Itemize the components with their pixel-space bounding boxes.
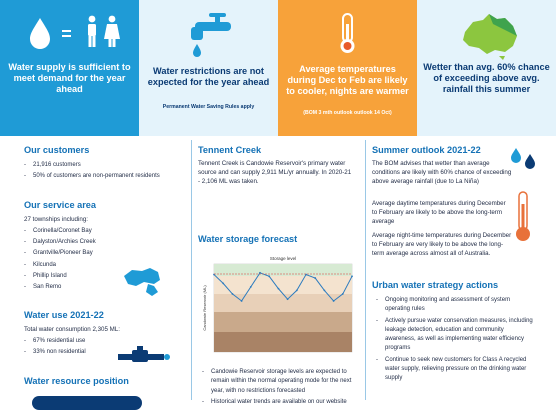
- urban-title: Urban water strategy actions: [372, 280, 499, 290]
- storage-chart: [198, 252, 358, 364]
- service-area-section: [24, 200, 96, 295]
- chart-point: [278, 288, 280, 290]
- chart-point: [268, 275, 270, 277]
- list-item: - San Remo: [24, 283, 96, 292]
- tap-icon: [139, 10, 278, 52]
- resource-button[interactable]: [32, 396, 142, 410]
- summer-title: Summer outlook 2021-22: [372, 145, 481, 155]
- list-item: - Corinella/Coronet Bay: [24, 227, 96, 236]
- restrictions-panel: [139, 0, 278, 136]
- customers-title: Our customers: [24, 145, 90, 155]
- list-item: - 50% of customers are non-permanent residents: [24, 172, 160, 181]
- chart-point: [314, 277, 316, 279]
- list-item: - Continue to seek new customers for Class A recycled water supply, relieving pressure on the drinking water supply: [376, 356, 536, 384]
- chart-point: [333, 300, 335, 302]
- rainfall-headline: Wetter than avg. 60% chance of exceeding above avg. rainfall this summer: [423, 62, 550, 95]
- water-resource-section: [24, 376, 129, 392]
- water-resource-title: Water resource position: [24, 376, 129, 386]
- service-area-intro: 27 townships including:: [24, 216, 88, 223]
- chart-point: [259, 272, 261, 274]
- chart-point: [222, 282, 224, 284]
- chart-point: [241, 300, 243, 302]
- customers-section: [24, 145, 160, 184]
- chart-title: Storage level: [269, 256, 297, 261]
- water-use-title: Water use 2021-22: [24, 310, 104, 320]
- chart-point: [287, 298, 289, 300]
- list-item: - 21,916 customers: [24, 161, 160, 170]
- restrictions-sub: Permanent Water Saving Rules apply: [162, 104, 255, 110]
- list-item: - Historical water trends are available on our website: [202, 398, 358, 407]
- column-divider: [365, 140, 366, 400]
- water-meter-icon: [116, 344, 172, 366]
- service-area-title: Our service area: [24, 200, 97, 210]
- customers-list: [24, 161, 160, 182]
- storage-chart-svg: [198, 252, 358, 364]
- temperature-headline: Average temperatures during Dec to Feb are likely to cooler, nights are warmer: [286, 64, 409, 97]
- list-item: - Kilcunda: [24, 261, 96, 270]
- chart-point: [296, 290, 298, 292]
- thermometer-icon: [278, 10, 417, 52]
- list-item: - Grantville/Pioneer Bay: [24, 249, 96, 258]
- forecast-list: [202, 368, 358, 409]
- water-drop-equals-people-icon: [0, 10, 139, 52]
- water-use-section: [24, 310, 120, 359]
- water-use-list: [24, 337, 120, 358]
- list-item: - Phillip Island: [24, 272, 96, 281]
- restrictions-headline: Water restrictions are not expected for the year ahead: [147, 66, 270, 88]
- chart-ylabel: Candowie Reservoir (ML): [202, 285, 207, 331]
- chart-point: [324, 290, 326, 292]
- chart-point: [232, 293, 234, 295]
- list-item: - 67% residential use: [24, 337, 120, 346]
- thermometer-icon: [512, 190, 534, 244]
- urban-list: [376, 296, 536, 386]
- summer-para-3: Average night-time temperatures during December to February are very likely to be above the long-term average across almost all of Australia.: [372, 232, 512, 257]
- outlook-banner: [0, 0, 556, 136]
- list-item: - 33% non residential: [24, 348, 120, 357]
- water-use-intro: Total water consumption 2,305 ML:: [24, 326, 120, 333]
- list-item: - Actively pursue water conservation measures, including leakage detection, education and community awareness, as well as implementing water efficiency programs: [376, 317, 536, 354]
- chart-point: [250, 286, 252, 288]
- temperature-panel: [278, 0, 417, 136]
- list-item: - Dalyston/Archies Creek: [24, 238, 96, 247]
- temperature-sub: (BOM 3 mth outlook outlook 14 Oct): [303, 110, 392, 116]
- supply-panel: [0, 0, 139, 136]
- supply-headline: Water supply is sufficient to meet demand for the year ahead: [8, 62, 131, 95]
- tennent-text: Tennent Creek is Candowie Reservoir's primary water source and can supply 2,911 ML/yr annually. In 2020-21 - 2,106 ML was taken.: [198, 160, 352, 185]
- forecast-title: Water storage forecast: [198, 234, 298, 244]
- list-item: - Ongoing monitoring and assessment of system operating rules: [376, 296, 536, 315]
- chart-point: [351, 275, 353, 277]
- island-map-icon: [120, 262, 164, 298]
- australia-map-icon: [417, 10, 556, 52]
- list-item: - Candowie Reservoir storage levels are expected to remain within the normal operating mode for the next year, with no restrictions forecasted: [202, 368, 358, 396]
- column-divider: [191, 140, 192, 400]
- tennent-title: Tennent Creek: [198, 145, 262, 155]
- rainfall-panel: [417, 0, 556, 136]
- chart-point: [342, 293, 344, 295]
- townships-list: [24, 227, 96, 293]
- summer-para-2: Average daytime temperatures during December to February are likely to be above the long-term average: [372, 200, 506, 225]
- summer-para-1: The BOM advises that wetter than average conditions are likely with 60% chance of exceeding above average rainfall (due to La Niña): [372, 160, 512, 185]
